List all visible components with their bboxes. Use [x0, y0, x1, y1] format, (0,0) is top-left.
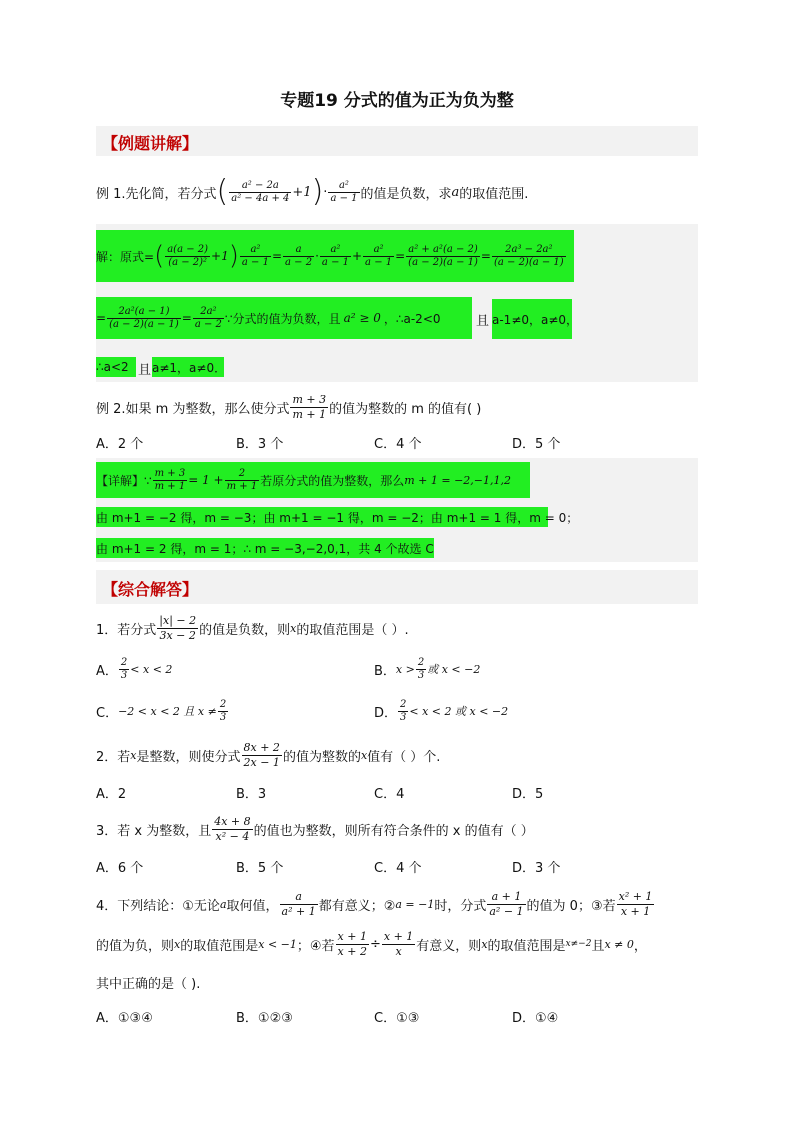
- q4-option-c[interactable]: C．①③: [374, 1011, 420, 1026]
- question-4-line-3: 其中正确的是（ ).: [96, 977, 201, 992]
- ex2-option-a[interactable]: A．2 个: [96, 437, 144, 452]
- solution-2-line-2: 由 m+1 = −2 得，m = −3；由 m+1 = −1 得，m = −2；由 m+1 = 1 得，m = 0；: [96, 507, 548, 527]
- q3-option-c[interactable]: C．4 个: [374, 861, 422, 876]
- solution-1-line-2a: = $\frac{\text{2a²(a − 1)}}{(a - 2)(a - 1)}$ = $\frac{\text{2a²}}{a - 2}$ ∵分式的值为负数，且 a² ≥ 0 ，∴a-2<0: [96, 297, 472, 339]
- fraction: $\frac{\text{a²}}{a - 1}$: [330, 179, 358, 204]
- ex2-option-d[interactable]: D．5 个: [512, 437, 561, 452]
- question-2: 2．若 x 是整数，则使分式 $\frac{8x + 2}{2x - 1}$ 的值为整数的 x 值有（ ）个.: [96, 740, 441, 769]
- q1-option-d[interactable]: D． $\frac{2}{3}$ < x < 2 或 x < −2: [374, 698, 509, 723]
- connector-text: 且: [138, 363, 152, 378]
- example-2: 例 2.如果 m 为整数，那么使分式 $\frac{m + 3}{m + 1}$ 的值为整数的 m 的值有( ): [96, 392, 482, 421]
- q2-option-a[interactable]: A．2: [96, 787, 127, 802]
- q3-option-b[interactable]: B．5 个: [236, 861, 284, 876]
- q1-option-a[interactable]: A． $\frac{2}{3}$ < x < 2: [96, 656, 173, 681]
- q3-option-a[interactable]: A．6 个: [96, 861, 144, 876]
- solution-1-line-1: 解：原式= ( $\frac{a(a - 2)}{\text{(a − 2)²}}$ +1 ) $\frac{\text{a²}}{a - 1}$ = $\frac{a}{a - 2}$ · $\frac{\text{a²}}{a - 1}$ + $\frac{\text{a²}}{a - 1}$ = $\frac{\text{a² + a²(a − 2)}}{(a - 2)(a - 1)}$ = $\frac{\text{2a³ − 2a²}}{(a - 2)(a - 1)}$: [96, 230, 574, 282]
- q1-option-b[interactable]: B． x > $\frac{2}{3}$ 或 x < −2: [374, 656, 481, 681]
- section-title: 【综合解答】: [102, 580, 199, 599]
- q4-option-a[interactable]: A．①③④: [96, 1011, 153, 1026]
- q2-option-b[interactable]: B．3: [236, 787, 267, 802]
- solution-2-line-1: 【详解】∵ $\frac{m + 3}{m + 1}$ = 1 + $\frac{2}{m + 1}$ 若原分式的值为整数，那么 m + 1 = −2,−1,1,2: [96, 462, 530, 498]
- q3-option-d[interactable]: D．3 个: [512, 861, 561, 876]
- solution-2-line-3: 由 m+1 = 2 得，m = 1；∴ m = −3,−2,0,1，共 4 个故选 C: [96, 538, 434, 558]
- q2-option-d[interactable]: D．5: [512, 787, 544, 802]
- question-4-line-1: 4．下列结论：①无论 a 取何值， $\frac{a}{\text{a² + 1}}$ 都有意义；② a = −1 时，分式 $\frac{a + 1}{\text{a² − 1}}$ 的值为 0；③若 $\frac{\text{x² + 1}}{x + 1}$: [96, 889, 653, 918]
- q2-option-c[interactable]: C．4: [374, 787, 405, 802]
- solution-1-line-3a: ∴a<2: [96, 357, 136, 377]
- ex2-option-c[interactable]: C．4 个: [374, 437, 422, 452]
- section-header-examples: [96, 126, 698, 156]
- section-title: 【例题讲解】: [102, 134, 199, 153]
- page-title: 专题19 分式的值为正为负为整: [280, 91, 514, 111]
- example-1: 例 1.先化简，若分式 ( $\frac{\text{a² − 2a}}{\text{a² − 4a + 4}}$ +1 ) · $\frac{\text{a²}}{a - 1}$ 的值是负数，求 a 的取值范围.: [96, 174, 529, 209]
- solution-1-line-3b: a≠1，a≠0．: [152, 357, 224, 377]
- question-3: 3．若 x 为整数，且 $\frac{4x + 8}{\text{x² − 4}}$ 的值也为整数，则所有符合条件的 x 的值有（ ）: [96, 814, 534, 843]
- q4-option-b[interactable]: B．①②③: [236, 1011, 293, 1026]
- fraction: $\frac{\text{a² − 2a}}{\text{a² − 4a + 4}}$: [231, 179, 290, 204]
- connector-text: 且: [476, 314, 490, 329]
- solution-1-line-2b: a-1≠0，a≠0，: [492, 299, 572, 339]
- q4-option-d[interactable]: D．①④: [512, 1011, 559, 1026]
- q1-option-c[interactable]: C． −2 < x < 2 且 x ≠ $\frac{2}{3}$: [96, 698, 227, 723]
- section-header-comprehensive: [96, 570, 698, 604]
- question-1: 1．若分式 $\frac{|x| - 2}{3x - 2}$ 的值是负数，则 x 的取值范围是（ ）.: [96, 613, 409, 642]
- question-4-line-2: 的值为负，则 x 的取值范围是 x < −1 ；④若 $\frac{x + 1}{x + 2}$ ÷ $\frac{x + 1}{x}$ 有意义，则 x 的取值范围是 x≠−2 且 x ≠ 0 ，: [96, 929, 647, 958]
- ex2-option-b[interactable]: B．3 个: [236, 437, 284, 452]
